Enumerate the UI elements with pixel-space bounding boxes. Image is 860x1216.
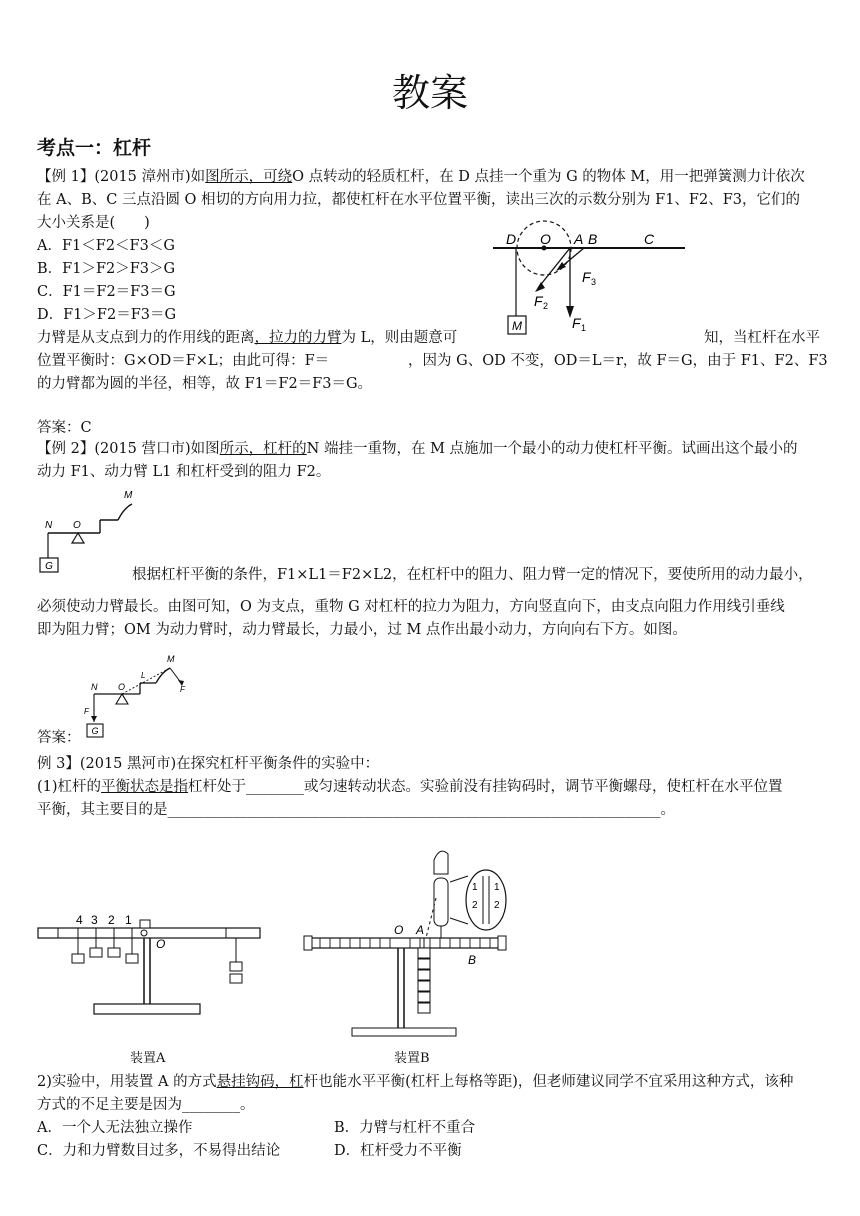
ex1-explanation-2: 位置平衡时：G×OD＝F×L；由此可得：F＝: [37, 353, 330, 369]
label-o: O: [394, 923, 404, 937]
apparatus-b-figure: [300, 842, 540, 1042]
ex1-explanation-2b: ，因为 G、OD 不变，OD＝L＝r，故 F＝G，由于 F1、F2、F3: [408, 353, 828, 369]
f2-arrow: [535, 282, 545, 292]
section-heading: 考点一：杠杆: [37, 137, 152, 159]
ex3-q2-line2: 方式的不足主要是因为________。: [37, 1097, 255, 1113]
lever-b: [310, 938, 500, 948]
ex1-explanation-3: 的力臂都为圆的半径，相等，故 F1＝F2＝F3＝G。: [37, 376, 373, 392]
ex3-q2-line1: 2)实验中，用装置 A 的方式悬挂钩码，杠杆也能水平平衡(杠杆上每格等距)，但老师建议同学不宜采用这种方式，该种: [37, 1074, 794, 1090]
label-m: M: [512, 319, 522, 333]
scale-2b: 2: [494, 900, 500, 911]
label-g: G: [45, 561, 53, 572]
label-f2: F: [84, 707, 89, 716]
label-g: G: [91, 726, 99, 736]
apparatus-a-figure: [36, 906, 266, 1036]
ex1-line2: 在 A、B、C 三点沿圆 O 相切的方向用力拉，都使杠杆在水平位置平衡，读出三次的示数分别为 F1、F2、F3，它们的: [37, 192, 801, 208]
ex3-q1-line1: (1)杠杆的平衡状态是指杠杆处于________或匀速转动状态。实验前没有挂钩码时，调节平衡螺母，使杠杆在水平位置: [37, 779, 783, 795]
ex2-explanation-2: 必须使动力臂最长。由图可知，O 为支点，重物 G 对杠杆的拉力为阻力，方向竖直向下，由支点向阻力作用线引垂线: [37, 599, 785, 615]
label-m: M: [124, 490, 133, 501]
label-o: O: [118, 682, 126, 692]
ex2-line2: 动力 F1、动力臂 L1 和杠杆受到的阻力 F2。: [37, 464, 331, 480]
label-n: N: [91, 682, 98, 692]
ex2-answer-figure: [78, 650, 198, 742]
scale-1b: 1: [494, 882, 500, 893]
ex2-lever-figure: [36, 488, 146, 580]
sub-f3: 3: [591, 277, 597, 287]
label-f2: F: [534, 293, 543, 309]
scale-2: 2: [472, 900, 478, 911]
ex1-option-b: B．F1＞F2＞F3＞G: [37, 261, 176, 277]
label-d: D: [506, 231, 517, 247]
ex1-line1: 【例 1】(2015 漳州市)如图所示，可绕O 点转动的轻质杠杆，在 D 点挂一个重为 G 的物体 M，用一把弹簧测力计依次: [37, 169, 805, 185]
label-f1: F: [180, 685, 185, 694]
ex2-line1: 【例 2】(2015 营口市)如图所示，杠杆的N 端挂一重物，在 M 点施加一个最小的动力使杠杆平衡。试画出这个最小的: [37, 441, 798, 457]
ex1-line3: 大小关系是( ): [37, 215, 150, 231]
sub-f1: 1: [581, 323, 587, 333]
label-c: C: [644, 231, 655, 247]
ex1-option-a: A．F1＜F2＜F3＜G: [37, 238, 175, 254]
lever-a: [38, 928, 260, 938]
ex2-answer: 答案：: [37, 730, 81, 746]
page-title: 教案: [391, 71, 468, 115]
ex1-lever-figure: [488, 220, 693, 340]
label-m: M: [167, 654, 175, 664]
ex2-explanation-3: 即为阻力臂；OM 为动力臂时，动力臂最长，力最小，过 M 点作出最小动力，方向向右下方。如图。: [37, 622, 687, 638]
ex1-option-d: D．F1＞F2＝F3＝G: [37, 307, 177, 323]
ex1-explanation-1: 力臂是从支点到力的作用线的距离，拉力的力臂为 L，则由题意可: [37, 330, 458, 346]
ex3-option-c: C．力和力臂数目过多，不易得出结论: [37, 1143, 281, 1159]
ex2-explanation-1: 根据杠杆平衡的条件，F1×L1＝F2×L2，在杠杆中的阻力、阻力臂一定的情况下，要使所用的动力最小，: [132, 567, 813, 583]
label-o: O: [73, 520, 81, 531]
label-apparatus-b: 装置B: [394, 1051, 430, 1066]
ex3-option-b: B．力臂与杠杆不重合: [334, 1120, 476, 1136]
label-o: O: [156, 937, 166, 951]
label-f3: F: [582, 269, 591, 285]
sub-f2: 2: [543, 301, 549, 311]
tick-3: 3: [91, 913, 98, 927]
label-o: O: [540, 231, 551, 247]
ex3-q1-line2: 平衡，其主要目的是____________________________________________________________________。: [37, 802, 675, 818]
label-apparatus-a: 装置A: [130, 1051, 166, 1066]
label-f1: F: [572, 315, 581, 331]
tick-4: 4: [76, 913, 83, 927]
tick-1: 1: [125, 913, 132, 927]
label-l1: L: [141, 671, 146, 680]
ex1-answer: 答案：C: [37, 420, 92, 436]
ex1-option-c: C．F1＝F2＝F3＝G: [37, 284, 176, 300]
ex1-explanation-1b: 知，当杠杆在水平: [704, 330, 820, 346]
label-a: A: [416, 923, 425, 937]
label-a: A: [574, 231, 584, 247]
ex3-heading: 例 3】(2015 黑河市)在探究杠杆平衡条件的实验中：: [37, 756, 380, 772]
ex3-option-d: D．杠杆受力不平衡: [334, 1143, 462, 1159]
ex3-option-a: A．一个人无法独立操作: [37, 1120, 193, 1136]
label-b: B: [588, 231, 598, 247]
label-n: N: [45, 520, 53, 531]
scale-1: 1: [472, 882, 478, 893]
tick-2: 2: [108, 913, 115, 927]
label-b: B: [468, 953, 477, 967]
